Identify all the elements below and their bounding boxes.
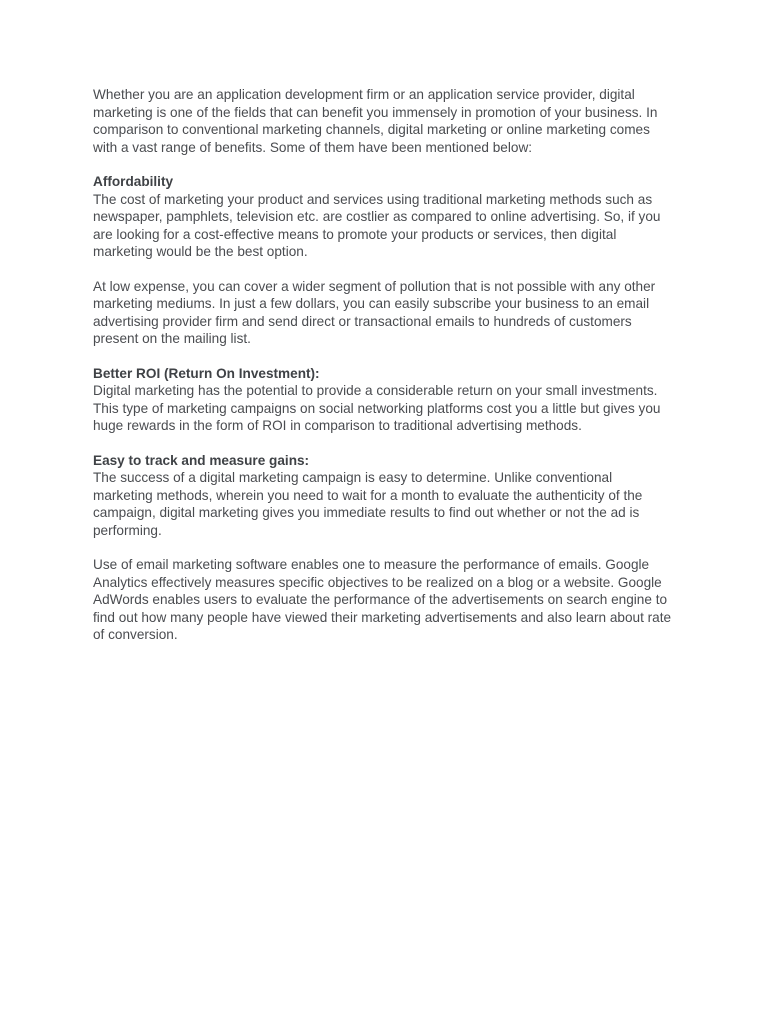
intro-paragraph: Whether you are an application development firm or an application service provider, digital marketing is one of the fields that can benefit you immensely in promotion of your business. In comparison to conventional marketing channels, digital marketing or online marketing comes with a vast range of benefits. Some of them have been mentioned below:	[93, 87, 658, 155]
tracking-section	[93, 452, 674, 540]
affordability-section	[93, 173, 674, 261]
affordability-body: The cost of marketing your product and services using traditional marketing methods such as newspaper, pamphlets, television etc. are costlier as compared to online advertising. So, if you are looking for a cost-effective means to promote your products or services, then digital marketing would be the best option.	[93, 191, 661, 259]
email-analytics-paragraph: Use of email marketing software enables one to measure the performance of emails. Google Analytics effectively measures specific objectives to be realized on a blog or a website. Google AdWords enables users to evaluate the performance of the advertisements on search engine to find out how many people have viewed their marketing advertisements and also learn about rate of conversion.	[93, 557, 672, 642]
roi-section	[93, 365, 674, 435]
roi-body: Digital marketing has the potential to provide a considerable return on your small investments. This type of marketing campaigns on social networking platforms cost you a little but gives you huge rewards in the form of ROI in comparison to traditional advertising methods.	[93, 383, 661, 433]
tracking-heading: Easy to track and measure gains:	[93, 452, 310, 468]
tracking-body: The success of a digital marketing campaign is easy to determine. Unlike conventional marketing methods, wherein you need to wait for a month to evaluate the authenticity of the campaign, digital marketing gives you immediate results to find out whether or not the ad is performing.	[93, 470, 643, 538]
affordability-heading: Affordability	[93, 174, 174, 189]
roi-heading: Better ROI (Return On Investment):	[93, 365, 320, 381]
low-expense-paragraph: At low expense, you can cover a wider segment of pollution that is not possible with any other marketing mediums. In just a few dollars, you can easily subscribe your business to an email advertising provider firm and send direct or transactional emails to hundreds of customers present on the mailing list.	[93, 278, 656, 346]
